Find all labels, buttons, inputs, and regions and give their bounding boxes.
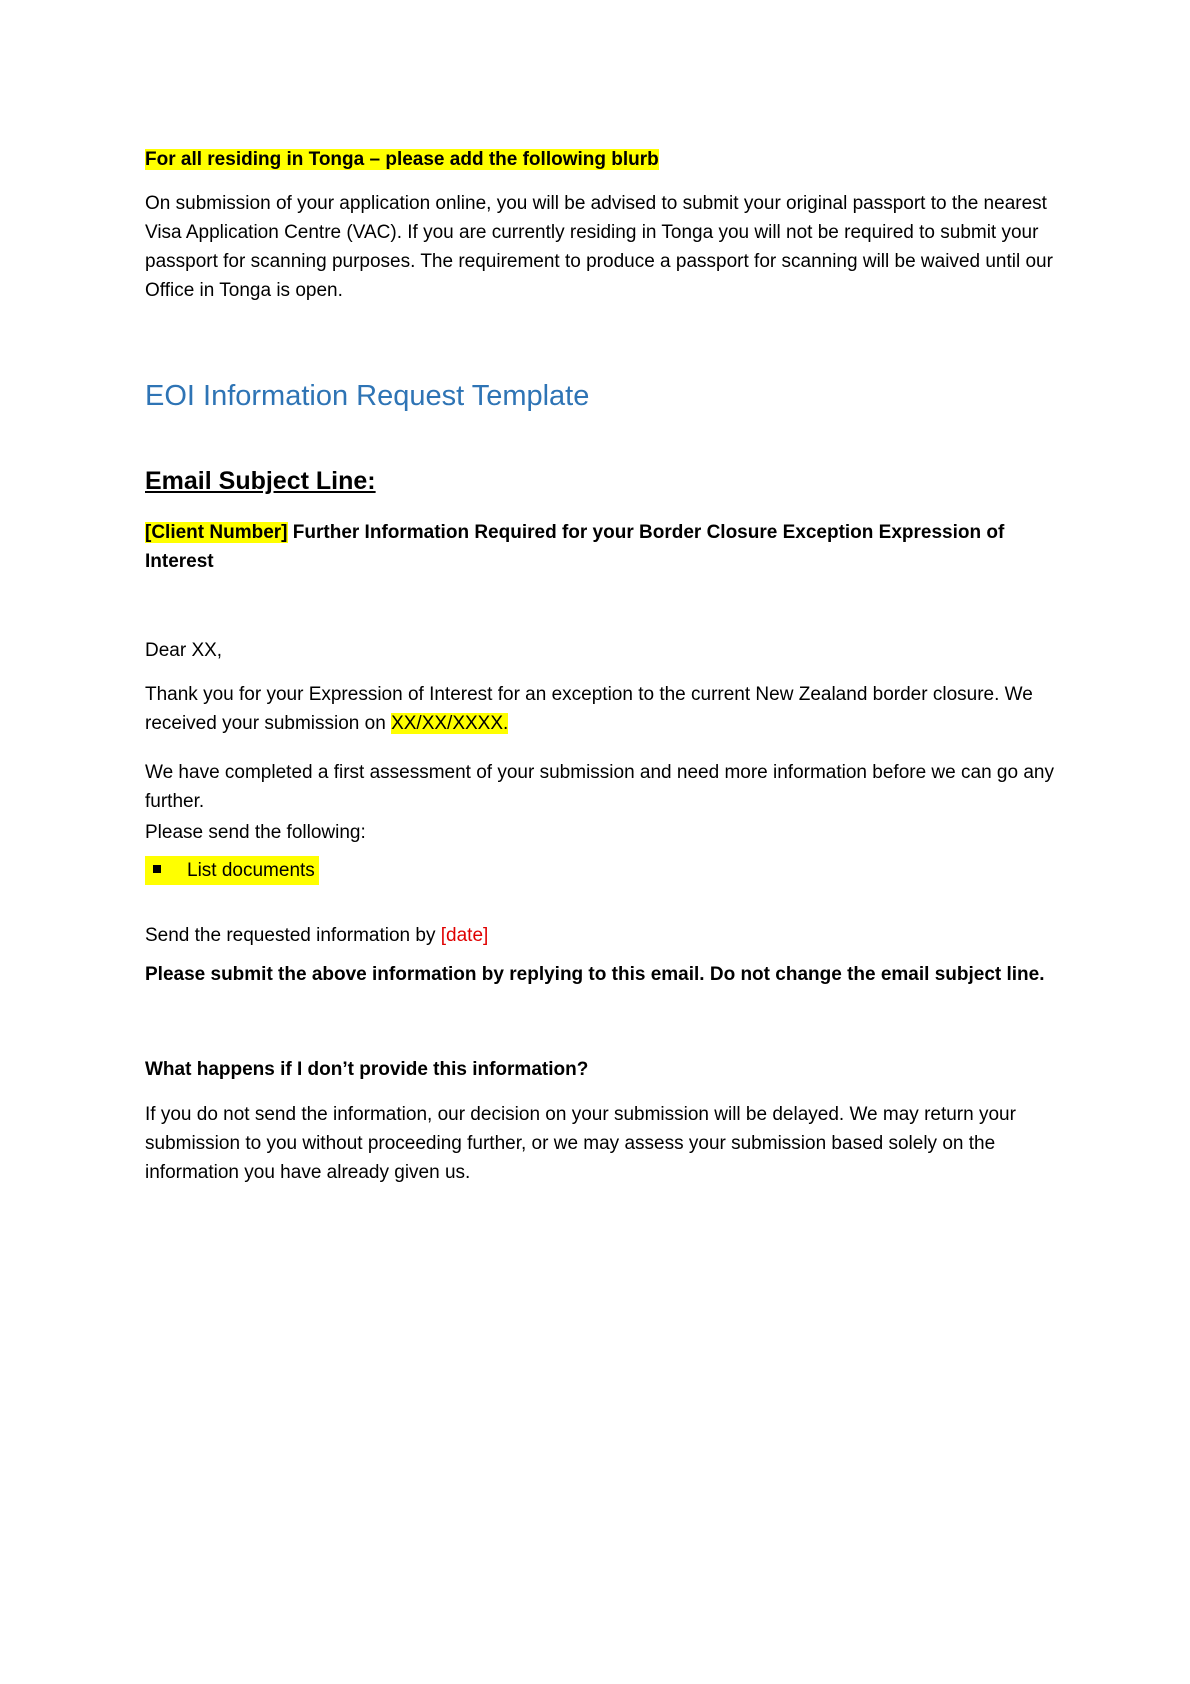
consequence-paragraph: If you do not send the information, our decision on your submission will be delayed. We may return your submission to you without proceeding further, or we may assess your submission based solely on the information you have already given us. xyxy=(145,1104,1016,1183)
letter-intro xyxy=(145,680,1065,738)
question-heading: What happens if I don’t provide this information? xyxy=(145,1059,589,1080)
document-list xyxy=(145,856,1065,885)
letter-intro-text: Thank you for your Expression of Interest for an exception to the current New Zealand border closure. We received your submission on xyxy=(145,684,1033,734)
square-bullet-icon xyxy=(153,865,161,873)
letter-greeting: Dear XX, xyxy=(145,640,223,661)
letter-send-following: Please send the following: xyxy=(145,822,366,843)
letter-assessment: We have completed a first assessment of your submission and need more information before we can go any further. xyxy=(145,762,1054,812)
email-subject-text: Further Information Required for your Border Closure Exception Expression of Interest xyxy=(145,522,1005,572)
list-item-text: List documents xyxy=(187,860,315,881)
submit-instruction: Please submit the above information by replying to this email. Do not change the email subject line. xyxy=(145,964,1045,985)
email-subject-heading: Email Subject Line: xyxy=(145,467,376,495)
list-item xyxy=(145,856,319,885)
send-by-line xyxy=(145,921,1065,950)
tonga-note-body: On submission of your application online, you will be advised to submit your original passport to the nearest Visa Application Centre (VAC). If you are currently residing in Tonga you will not be required to submit your passport for scanning purposes. The requirement to produce a passport for scanning will be waived until our Office in Tonga is open. xyxy=(145,193,1053,301)
client-number-placeholder: [Client Number] xyxy=(145,522,288,543)
tonga-note-title: For all residing in Tonga – please add the following blurb xyxy=(145,149,659,170)
received-date-placeholder: XX/XX/XXXX. xyxy=(391,713,509,734)
template-title: EOI Information Request Template xyxy=(145,380,590,412)
tonga-note-title-line xyxy=(145,145,1065,174)
send-by-text: Send the requested information by xyxy=(145,925,436,946)
email-subject-line xyxy=(145,518,1065,576)
send-by-date-placeholder: [date] xyxy=(440,925,489,946)
